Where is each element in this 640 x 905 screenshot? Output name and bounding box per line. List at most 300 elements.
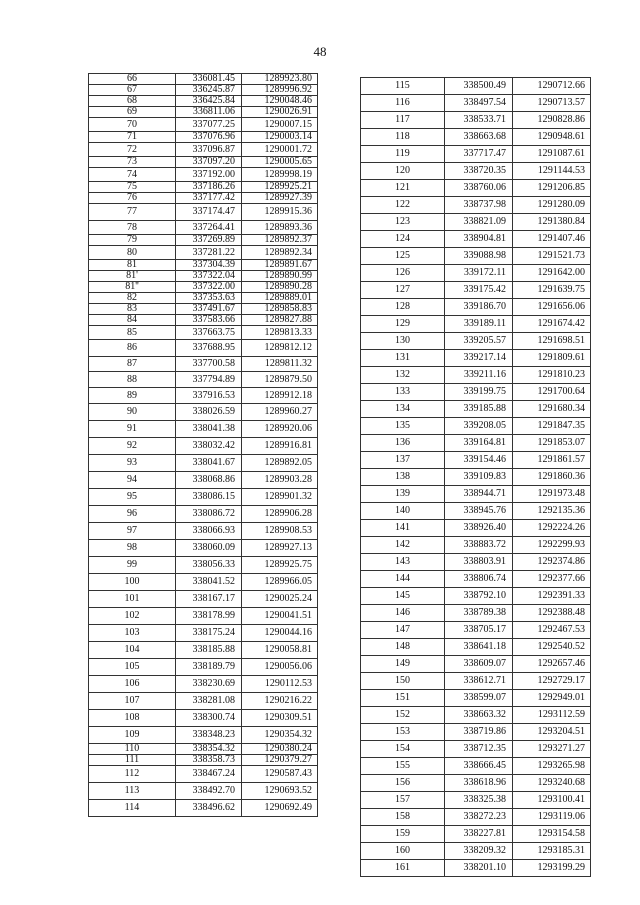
y-coordinate-cell: 1291206.85 xyxy=(513,180,591,197)
y-coordinate-cell: 1291380.84 xyxy=(513,214,591,231)
point-number-cell: 73 xyxy=(89,157,176,168)
x-coordinate-cell: 339189.11 xyxy=(445,316,513,333)
x-coordinate-cell: 338663.68 xyxy=(445,129,513,146)
point-number-cell: 98 xyxy=(89,540,176,557)
table-row xyxy=(89,157,318,168)
y-coordinate-cell: 1290713.57 xyxy=(513,95,591,112)
x-coordinate-cell: 336245.87 xyxy=(176,85,242,96)
table-row xyxy=(89,315,318,326)
table-row xyxy=(89,800,318,817)
table-row xyxy=(361,469,591,486)
point-number-cell: 66 xyxy=(89,74,176,85)
point-number-cell: 113 xyxy=(89,783,176,800)
y-coordinate-cell: 1291680.34 xyxy=(513,401,591,418)
point-number-cell: 132 xyxy=(361,367,445,384)
point-number-cell: 130 xyxy=(361,333,445,350)
y-coordinate-cell: 1290001.72 xyxy=(242,143,318,157)
point-number-cell: 151 xyxy=(361,690,445,707)
point-number-cell: 126 xyxy=(361,265,445,282)
y-coordinate-cell: 1293265.98 xyxy=(513,758,591,775)
table-row xyxy=(89,523,318,540)
point-number-cell: 69 xyxy=(89,107,176,118)
point-number-cell: 79 xyxy=(89,235,176,246)
point-number-cell: 96 xyxy=(89,506,176,523)
point-number-cell: 160 xyxy=(361,843,445,860)
y-coordinate-cell: 1290354.32 xyxy=(242,727,318,744)
table-row xyxy=(361,656,591,673)
x-coordinate-cell: 338060.09 xyxy=(176,540,242,557)
y-coordinate-cell: 1289925.21 xyxy=(242,182,318,193)
table-row xyxy=(361,197,591,214)
table-row xyxy=(361,418,591,435)
x-coordinate-cell: 338348.23 xyxy=(176,727,242,744)
point-number-cell: 99 xyxy=(89,557,176,574)
point-number-cell: 84 xyxy=(89,315,176,326)
x-coordinate-cell: 338792.10 xyxy=(445,588,513,605)
point-number-cell: 161 xyxy=(361,860,445,877)
table-row xyxy=(89,74,318,85)
x-coordinate-cell: 337174.47 xyxy=(176,204,242,221)
point-number-cell: 76 xyxy=(89,193,176,204)
x-coordinate-cell: 339199.75 xyxy=(445,384,513,401)
table-row xyxy=(361,180,591,197)
coordinates-table-left xyxy=(88,73,318,817)
x-coordinate-cell: 337186.26 xyxy=(176,182,242,193)
point-number-cell: 154 xyxy=(361,741,445,758)
point-number-cell: 70 xyxy=(89,118,176,132)
table-row xyxy=(361,299,591,316)
table-row xyxy=(89,168,318,182)
y-coordinate-cell: 1289925.75 xyxy=(242,557,318,574)
point-number-cell: 129 xyxy=(361,316,445,333)
table-row xyxy=(361,843,591,860)
table-row xyxy=(89,326,318,340)
table-row xyxy=(361,231,591,248)
point-number-cell: 158 xyxy=(361,809,445,826)
y-coordinate-cell: 1289890.99 xyxy=(242,271,318,282)
point-number-cell: 156 xyxy=(361,775,445,792)
x-coordinate-cell: 337076.96 xyxy=(176,132,242,143)
y-coordinate-cell: 1292467.53 xyxy=(513,622,591,639)
x-coordinate-cell: 338641.18 xyxy=(445,639,513,656)
table-row xyxy=(361,673,591,690)
point-number-cell: 142 xyxy=(361,537,445,554)
table-row xyxy=(89,260,318,271)
y-coordinate-cell: 1290587.43 xyxy=(242,766,318,783)
x-coordinate-cell: 337322.00 xyxy=(176,282,242,293)
table-row xyxy=(89,143,318,157)
point-number-cell: 120 xyxy=(361,163,445,180)
y-coordinate-cell: 1293100.41 xyxy=(513,792,591,809)
x-coordinate-cell: 339211.16 xyxy=(445,367,513,384)
point-number-cell: 93 xyxy=(89,455,176,472)
y-coordinate-cell: 1290026.91 xyxy=(242,107,318,118)
point-number-cell: 121 xyxy=(361,180,445,197)
table-row xyxy=(89,489,318,506)
y-coordinate-cell: 1291860.36 xyxy=(513,469,591,486)
x-coordinate-cell: 339185.88 xyxy=(445,401,513,418)
y-coordinate-cell: 1293119.06 xyxy=(513,809,591,826)
y-coordinate-cell: 1293204.51 xyxy=(513,724,591,741)
x-coordinate-cell: 337322.04 xyxy=(176,271,242,282)
x-coordinate-cell: 339109.83 xyxy=(445,469,513,486)
table-row xyxy=(361,282,591,299)
table-row xyxy=(89,132,318,143)
table-row xyxy=(89,221,318,235)
table-row xyxy=(89,783,318,800)
x-coordinate-cell: 338041.52 xyxy=(176,574,242,591)
table-row xyxy=(361,214,591,231)
table-row xyxy=(361,401,591,418)
point-number-cell: 135 xyxy=(361,418,445,435)
y-coordinate-cell: 1290003.14 xyxy=(242,132,318,143)
x-coordinate-cell: 338167.17 xyxy=(176,591,242,608)
table-row xyxy=(361,163,591,180)
y-coordinate-cell: 1289908.53 xyxy=(242,523,318,540)
y-coordinate-cell: 1290007.15 xyxy=(242,118,318,132)
point-number-cell: 137 xyxy=(361,452,445,469)
x-coordinate-cell: 338618.96 xyxy=(445,775,513,792)
x-coordinate-cell: 338497.54 xyxy=(445,95,513,112)
x-coordinate-cell: 338227.81 xyxy=(445,826,513,843)
point-number-cell: 75 xyxy=(89,182,176,193)
y-coordinate-cell: 1289998.19 xyxy=(242,168,318,182)
point-number-cell: 78 xyxy=(89,221,176,235)
x-coordinate-cell: 338492.70 xyxy=(176,783,242,800)
table-row xyxy=(361,384,591,401)
table-row xyxy=(361,554,591,571)
table-row xyxy=(89,744,318,755)
point-number-cell: 83 xyxy=(89,304,176,315)
table-row xyxy=(89,438,318,455)
point-number-cell: 91 xyxy=(89,421,176,438)
table-row xyxy=(89,107,318,118)
y-coordinate-cell: 1293240.68 xyxy=(513,775,591,792)
x-coordinate-cell: 339208.05 xyxy=(445,418,513,435)
y-coordinate-cell: 1292391.33 xyxy=(513,588,591,605)
table-row xyxy=(89,304,318,315)
table-row xyxy=(89,574,318,591)
y-coordinate-cell: 1290216.22 xyxy=(242,693,318,710)
y-coordinate-cell: 1291674.42 xyxy=(513,316,591,333)
table-row xyxy=(361,758,591,775)
x-coordinate-cell: 337177.42 xyxy=(176,193,242,204)
table-row xyxy=(89,235,318,246)
x-coordinate-cell: 337916.53 xyxy=(176,388,242,404)
y-coordinate-cell: 1291642.00 xyxy=(513,265,591,282)
y-coordinate-cell: 1292657.46 xyxy=(513,656,591,673)
point-number-cell: 72 xyxy=(89,143,176,157)
point-number-cell: 157 xyxy=(361,792,445,809)
point-number-cell: 71 xyxy=(89,132,176,143)
x-coordinate-cell: 338737.98 xyxy=(445,197,513,214)
table-row xyxy=(89,388,318,404)
y-coordinate-cell: 1290309.51 xyxy=(242,710,318,727)
x-coordinate-cell: 338056.33 xyxy=(176,557,242,574)
x-coordinate-cell: 338789.38 xyxy=(445,605,513,622)
y-coordinate-cell: 1290041.51 xyxy=(242,608,318,625)
x-coordinate-cell: 338496.62 xyxy=(176,800,242,817)
x-coordinate-cell: 338803.91 xyxy=(445,554,513,571)
y-coordinate-cell: 1292377.66 xyxy=(513,571,591,588)
y-coordinate-cell: 1290058.81 xyxy=(242,642,318,659)
y-coordinate-cell: 1289920.06 xyxy=(242,421,318,438)
y-coordinate-cell: 1293112.59 xyxy=(513,707,591,724)
x-coordinate-cell: 338209.32 xyxy=(445,843,513,860)
y-coordinate-cell: 1291847.35 xyxy=(513,418,591,435)
x-coordinate-cell: 337281.22 xyxy=(176,246,242,260)
table-row xyxy=(361,605,591,622)
table-row xyxy=(361,792,591,809)
point-number-cell: 148 xyxy=(361,639,445,656)
table-row xyxy=(89,204,318,221)
x-coordinate-cell: 338760.06 xyxy=(445,180,513,197)
y-coordinate-cell: 1289996.92 xyxy=(242,85,318,96)
x-coordinate-cell: 337264.41 xyxy=(176,221,242,235)
table-row xyxy=(89,506,318,523)
x-coordinate-cell: 337491.67 xyxy=(176,304,242,315)
table-row xyxy=(89,727,318,744)
point-number-cell: 90 xyxy=(89,404,176,421)
point-number-cell: 112 xyxy=(89,766,176,783)
y-coordinate-cell: 1292135.36 xyxy=(513,503,591,520)
point-number-cell: 67 xyxy=(89,85,176,96)
point-number-cell: 89 xyxy=(89,388,176,404)
y-coordinate-cell: 1292224.26 xyxy=(513,520,591,537)
x-coordinate-cell: 338719.86 xyxy=(445,724,513,741)
table-row xyxy=(361,809,591,826)
x-coordinate-cell: 336081.45 xyxy=(176,74,242,85)
y-coordinate-cell: 1291656.06 xyxy=(513,299,591,316)
x-coordinate-cell: 339154.46 xyxy=(445,452,513,469)
point-number-cell: 109 xyxy=(89,727,176,744)
x-coordinate-cell: 339164.81 xyxy=(445,435,513,452)
table-row xyxy=(361,724,591,741)
table-row xyxy=(361,333,591,350)
x-coordinate-cell: 338354.32 xyxy=(176,744,242,755)
y-coordinate-cell: 1291700.64 xyxy=(513,384,591,401)
table-row xyxy=(361,78,591,95)
y-coordinate-cell: 1291861.57 xyxy=(513,452,591,469)
point-number-cell: 159 xyxy=(361,826,445,843)
table-row xyxy=(89,676,318,693)
table-row xyxy=(361,248,591,265)
y-coordinate-cell: 1291809.61 xyxy=(513,350,591,367)
y-coordinate-cell: 1291853.07 xyxy=(513,435,591,452)
x-coordinate-cell: 338189.79 xyxy=(176,659,242,676)
y-coordinate-cell: 1289903.28 xyxy=(242,472,318,489)
y-coordinate-cell: 1291144.53 xyxy=(513,163,591,180)
table-row xyxy=(89,659,318,676)
x-coordinate-cell: 338533.71 xyxy=(445,112,513,129)
table-row xyxy=(361,146,591,163)
point-number-cell: 143 xyxy=(361,554,445,571)
point-number-cell: 128 xyxy=(361,299,445,316)
x-coordinate-cell: 337717.47 xyxy=(445,146,513,163)
table-row xyxy=(361,707,591,724)
point-number-cell: 146 xyxy=(361,605,445,622)
point-number-cell: 85 xyxy=(89,326,176,340)
point-number-cell: 111 xyxy=(89,755,176,766)
x-coordinate-cell: 338178.99 xyxy=(176,608,242,625)
table-row xyxy=(89,96,318,107)
table-row xyxy=(89,340,318,357)
table-row xyxy=(89,357,318,372)
x-coordinate-cell: 339175.42 xyxy=(445,282,513,299)
point-number-cell: 131 xyxy=(361,350,445,367)
y-coordinate-cell: 1291810.23 xyxy=(513,367,591,384)
point-number-cell: 110 xyxy=(89,744,176,755)
point-number-cell: 77 xyxy=(89,204,176,221)
point-number-cell: 141 xyxy=(361,520,445,537)
table-row xyxy=(361,129,591,146)
point-number-cell: 100 xyxy=(89,574,176,591)
point-number-cell: 139 xyxy=(361,486,445,503)
table-row xyxy=(89,118,318,132)
y-coordinate-cell: 1289889.01 xyxy=(242,293,318,304)
y-coordinate-cell: 1292729.17 xyxy=(513,673,591,690)
table-row xyxy=(361,826,591,843)
table-row xyxy=(361,860,591,877)
x-coordinate-cell: 339186.70 xyxy=(445,299,513,316)
point-number-cell: 81'' xyxy=(89,282,176,293)
table-row xyxy=(89,755,318,766)
point-number-cell: 81' xyxy=(89,271,176,282)
x-coordinate-cell: 337192.00 xyxy=(176,168,242,182)
y-coordinate-cell: 1290380.24 xyxy=(242,744,318,755)
y-coordinate-cell: 1289923.80 xyxy=(242,74,318,85)
x-coordinate-cell: 338175.24 xyxy=(176,625,242,642)
y-coordinate-cell: 1290712.66 xyxy=(513,78,591,95)
x-coordinate-cell: 338612.71 xyxy=(445,673,513,690)
x-coordinate-cell: 338325.38 xyxy=(445,792,513,809)
table-row xyxy=(361,622,591,639)
y-coordinate-cell: 1290948.61 xyxy=(513,129,591,146)
y-coordinate-cell: 1293185.31 xyxy=(513,843,591,860)
y-coordinate-cell: 1289960.27 xyxy=(242,404,318,421)
table-row xyxy=(89,766,318,783)
x-coordinate-cell: 338663.32 xyxy=(445,707,513,724)
table-row xyxy=(89,608,318,625)
point-number-cell: 92 xyxy=(89,438,176,455)
y-coordinate-cell: 1290005.65 xyxy=(242,157,318,168)
y-coordinate-cell: 1292949.01 xyxy=(513,690,591,707)
y-coordinate-cell: 1289927.39 xyxy=(242,193,318,204)
x-coordinate-cell: 337353.63 xyxy=(176,293,242,304)
table-row xyxy=(361,112,591,129)
point-number-cell: 80 xyxy=(89,246,176,260)
point-number-cell: 117 xyxy=(361,112,445,129)
point-number-cell: 114 xyxy=(89,800,176,817)
table-row xyxy=(361,503,591,520)
table-row xyxy=(89,182,318,193)
x-coordinate-cell: 338066.93 xyxy=(176,523,242,540)
point-number-cell: 108 xyxy=(89,710,176,727)
point-number-cell: 94 xyxy=(89,472,176,489)
table-row xyxy=(361,571,591,588)
x-coordinate-cell: 338666.45 xyxy=(445,758,513,775)
point-number-cell: 88 xyxy=(89,372,176,388)
y-coordinate-cell: 1291087.61 xyxy=(513,146,591,163)
table-row xyxy=(361,265,591,282)
y-coordinate-cell: 1293154.58 xyxy=(513,826,591,843)
y-coordinate-cell: 1292374.86 xyxy=(513,554,591,571)
x-coordinate-cell: 338086.72 xyxy=(176,506,242,523)
x-coordinate-cell: 337304.39 xyxy=(176,260,242,271)
point-number-cell: 104 xyxy=(89,642,176,659)
x-coordinate-cell: 338086.15 xyxy=(176,489,242,506)
y-coordinate-cell: 1292540.52 xyxy=(513,639,591,656)
y-coordinate-cell: 1290828.86 xyxy=(513,112,591,129)
y-coordinate-cell: 1290056.06 xyxy=(242,659,318,676)
y-coordinate-cell: 1289891.67 xyxy=(242,260,318,271)
x-coordinate-cell: 338821.09 xyxy=(445,214,513,231)
y-coordinate-cell: 1289966.05 xyxy=(242,574,318,591)
table-row xyxy=(89,540,318,557)
table-row xyxy=(361,588,591,605)
point-number-cell: 97 xyxy=(89,523,176,540)
point-number-cell: 68 xyxy=(89,96,176,107)
x-coordinate-cell: 338720.35 xyxy=(445,163,513,180)
table-row xyxy=(361,95,591,112)
x-coordinate-cell: 338944.71 xyxy=(445,486,513,503)
y-coordinate-cell: 1291698.51 xyxy=(513,333,591,350)
table-row xyxy=(89,472,318,489)
x-coordinate-cell: 337077.25 xyxy=(176,118,242,132)
point-number-cell: 124 xyxy=(361,231,445,248)
table-row xyxy=(361,520,591,537)
point-number-cell: 140 xyxy=(361,503,445,520)
x-coordinate-cell: 338281.08 xyxy=(176,693,242,710)
point-number-cell: 106 xyxy=(89,676,176,693)
point-number-cell: 150 xyxy=(361,673,445,690)
y-coordinate-cell: 1290379.27 xyxy=(242,755,318,766)
x-coordinate-cell: 339217.14 xyxy=(445,350,513,367)
point-number-cell: 115 xyxy=(361,78,445,95)
x-coordinate-cell: 338500.49 xyxy=(445,78,513,95)
y-coordinate-cell: 1289892.34 xyxy=(242,246,318,260)
x-coordinate-cell: 337269.89 xyxy=(176,235,242,246)
y-coordinate-cell: 1291407.46 xyxy=(513,231,591,248)
table-row xyxy=(89,293,318,304)
point-number-cell: 149 xyxy=(361,656,445,673)
coordinates-table-right xyxy=(360,77,591,877)
point-number-cell: 134 xyxy=(361,401,445,418)
x-coordinate-cell: 338358.73 xyxy=(176,755,242,766)
x-coordinate-cell: 337688.95 xyxy=(176,340,242,357)
y-coordinate-cell: 1292388.48 xyxy=(513,605,591,622)
x-coordinate-cell: 338945.76 xyxy=(445,503,513,520)
table-row xyxy=(89,404,318,421)
table-row xyxy=(361,690,591,707)
x-coordinate-cell: 338806.74 xyxy=(445,571,513,588)
x-coordinate-cell: 338467.24 xyxy=(176,766,242,783)
x-coordinate-cell: 338599.07 xyxy=(445,690,513,707)
table-row xyxy=(89,642,318,659)
x-coordinate-cell: 338041.67 xyxy=(176,455,242,472)
x-coordinate-cell: 338032.42 xyxy=(176,438,242,455)
x-coordinate-cell: 337097.20 xyxy=(176,157,242,168)
x-coordinate-cell: 339205.57 xyxy=(445,333,513,350)
y-coordinate-cell: 1289811.32 xyxy=(242,357,318,372)
y-coordinate-cell: 1289858.83 xyxy=(242,304,318,315)
x-coordinate-cell: 337583.66 xyxy=(176,315,242,326)
y-coordinate-cell: 1291280.09 xyxy=(513,197,591,214)
table-row xyxy=(89,85,318,96)
x-coordinate-cell: 338230.69 xyxy=(176,676,242,693)
point-number-cell: 95 xyxy=(89,489,176,506)
x-coordinate-cell: 338185.88 xyxy=(176,642,242,659)
